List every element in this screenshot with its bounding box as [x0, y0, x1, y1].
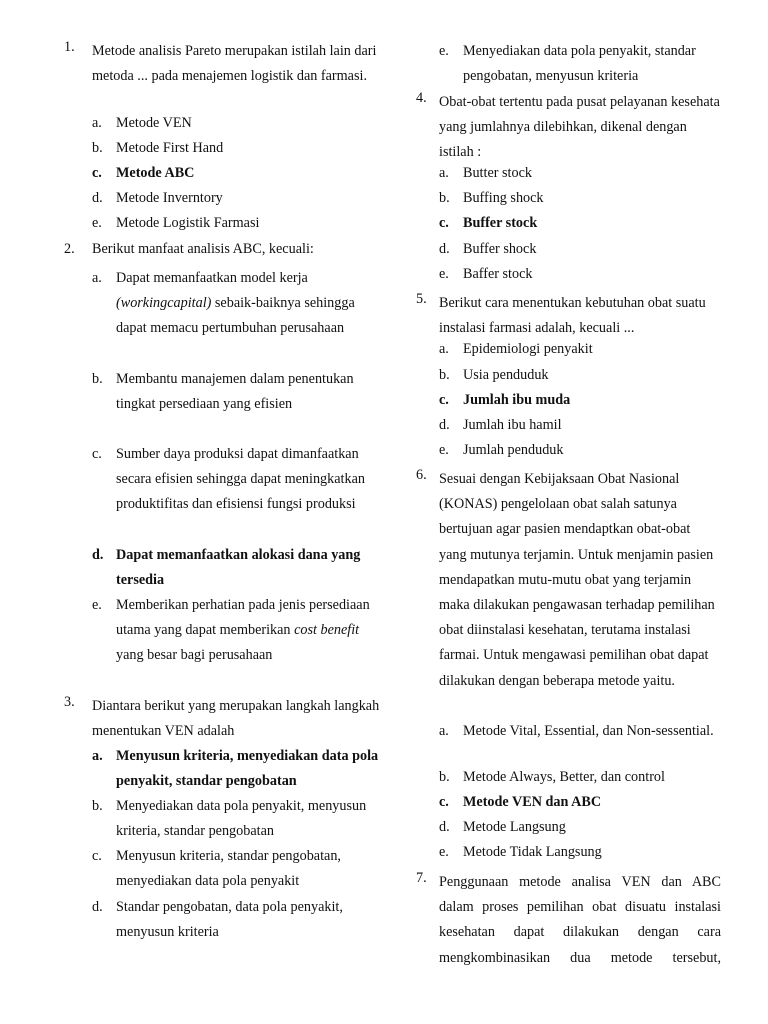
option-a: a. Metode Vital, Essential, dan Non-sessential. [439, 723, 714, 739]
question-number: 1. [64, 39, 75, 55]
question-text: Sesuai dengan Kebijaksaan Obat Nasional (KONAS) pengelolaan obat salah satunya bertujuan agar pasien mendaptkan obat-obat yang mutunya terjamin. Untuk menjamin pasien mendapatkan mutu-mutu obat yang terjamin maka dilakukan pengawasan terhadap pemilihan obat diinstalasi kesehatan, terutama instalasi farmai. Untuk mengawasi pemilihan obat dapat dilakukan dengan beberapa metode yaitu. [439, 471, 715, 689]
option-a-answer: a. Menyusun kriteria, menyediakan data pola penyakit, standar pengobatan [92, 748, 379, 790]
option-b: b. Membantu manajemen dalam penentukan tingkat persediaan yang efisien [92, 371, 354, 413]
option-d-answer: d. Dapat memanfaatkan alokasi dana yang tersedia [92, 547, 361, 589]
option-d: d. Standar pengobatan, data pola penyakit, menyusun kriteria [92, 899, 343, 941]
question-text: Berikut manfaat analisis ABC, kecuali: [92, 241, 314, 257]
question-text: Berikut cara menentukan kebutuhan obat suatu instalasi farmasi adalah, kecuali ... [439, 295, 706, 337]
option-e: e. Memberikan perhatian pada jenis persediaan utama yang dapat memberikan cost benefit yang besar bagi perusahaan [92, 597, 370, 664]
question-text: Penggunaan metode analisa VEN dan ABC dalam proses pemilihan obat disuatu instalasi kesehatan dapat dilakukan dengan cara mengkombinasikan dua metode tersebut, [439, 874, 721, 966]
question-text: Diantara berikut yang merupakan langkah langkah menentukan VEN adalah [92, 698, 380, 740]
question-number: 7. [416, 870, 427, 886]
question-number: 2. [64, 241, 75, 257]
option-a: a. Dapat memanfaatkan model kerja (workingcapital) sebaik-baiknya sehingga dapat memacu pertumbuhan perusahaan [92, 270, 355, 337]
option-b: b. Menyediakan data pola penyakit, menyusun kriteria, standar pengobatan [92, 798, 367, 840]
document-page: 1. Metode analisis Pareto merupakan istilah lain dari metoda ... pada menajemen logistik dan farmasi. a. Metode VEN b. Metode First Hand c. Metode ABC d. Metode Inverntory e. Metode Logistik Farmasi 2. Berikut manfaat analisis ABC, kecuali: a. Dapat memanfaatkan model kerja (workingcapital) sebaik-baiknya sehingga dapat memacu pertumbuhan perusahaan b. Membantu manajemen dalam penentukan tingkat persediaan yang efisien c. Sumber daya produksi dapat dimanfaatkan secara efisien sehingga dapat meningkatkan produktifitas dan efisiensi fungsi produksi d. Dapat memanfaatkan alokasi dana yang tersedia e. Memberikan perhatian pada jenis persediaan utama yang dapat memberikan cost benefit yang besar bagi perusahaan 3. Diantara berikut yang merupakan langkah langkah menentukan VEN adalah a. Menyusun kriteria, menyediakan data pola penyakit, standar pengobatan b. Menyediakan data pola penyakit, menyusun kriteria, standar pengobatan c. Menyusun kriteria, standar pengobatan, menyediakan data pola penyakit d. Standar pengobatan, data pola penyakit, menyusun kriteria e. Menyediakan data pola penyakit, standar pengobatan, menyusun kriteria 4. Obat-obat tertentu pada pusat pelayanan kesehata yang jumlahnya dilebihkan, dikenal dengan istilah : a. Butter stock b. Buffing shock c. Buffer stock d. Buffer shock e. Baffer stock 5. Berikut cara menentukan kebutuhan obat suatu instalasi farmasi adalah, kecuali ... a. Epidemiologi penyakit b. Usia penduduk c. Jumlah ibu muda d. Jumlah ibu hamil e. Jumlah penduduk 6. Sesuai dengan Kebijaksaan Obat Nasional (KONAS) pengelolaan obat salah satunya bertujuan agar pasien mendaptkan obat-obat yang mutunya terjamin. Untuk menjamin pasien mendapatkan mutu-mutu obat yang terjamin maka dilakukan pengawasan terhadap pemilihan obat diinstalasi kesehatan, terutama instalasi farmai. Untuk mengawasi pemilihan obat dapat dilakukan dengan beberapa metode yaitu. a. Metode Vital, Essential, dan Non-sessential. b. Metode Always, Better, dan control c. Metode VEN dan ABC d. Metode Langsung e. Metode Tidak Langsung 7. Penggunaan metode analisa VEN dan ABC dalam proses pemilihan obat disuatu instalasi kesehatan dapat dilakukan dengan cara mengkombinasikan dua metode tersebut, [0, 0, 768, 1024]
question-number: 6. [416, 467, 427, 483]
question-number: 3. [64, 694, 75, 710]
option-c: c. Sumber daya produksi dapat dimanfaatkan secara efisien sehingga dapat meningkatkan produktifitas dan efisiensi fungsi produksi [92, 446, 365, 513]
question-text: Metode analisis Pareto merupakan istilah lain dari metoda ... pada menajemen logistik dan farmasi. [92, 43, 377, 85]
option-c: c. Menyusun kriteria, standar pengobatan, menyediakan data pola penyakit [92, 848, 341, 890]
question-number: 4. [416, 90, 427, 106]
question-3-option-e: e. Menyediakan data pola penyakit, standar pengobatan, menyusun kriteria [439, 43, 696, 85]
question-text: Obat-obat tertentu pada pusat pelayanan kesehata yang jumlahnya dilebihkan, dikenal dengan istilah : [439, 94, 720, 161]
question-number: 5. [416, 291, 427, 307]
